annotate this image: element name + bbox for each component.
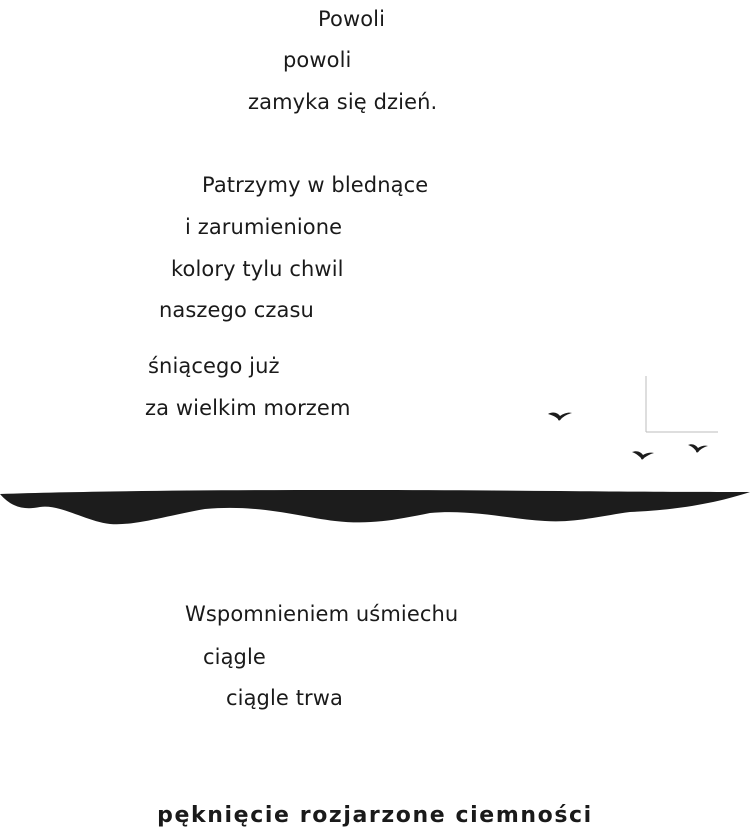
poem-line: Powoli: [318, 7, 386, 31]
seagull-icons: [540, 370, 740, 465]
poem-line: kolory tylu chwil: [171, 257, 344, 281]
poem-line: Patrzymy w blednące: [202, 173, 429, 197]
poem-line: ciągle: [203, 645, 266, 669]
sea-wave-icon: [0, 470, 750, 540]
poem-line: powoli: [283, 48, 352, 72]
poem-line: zamyka się dzień.: [248, 90, 438, 114]
poem-line: śniącego już: [148, 354, 280, 378]
poem-line: naszego czasu: [159, 298, 314, 322]
poem-line: za wielkim morzem: [145, 396, 351, 420]
poem-line: ciągle trwa: [226, 686, 344, 710]
poem-title: pęknięcie rozjarzone ciemności: [157, 803, 593, 828]
poem-line: Wspomnieniem uśmiechu: [185, 602, 459, 626]
poem-line: i zarumienione: [185, 215, 343, 239]
